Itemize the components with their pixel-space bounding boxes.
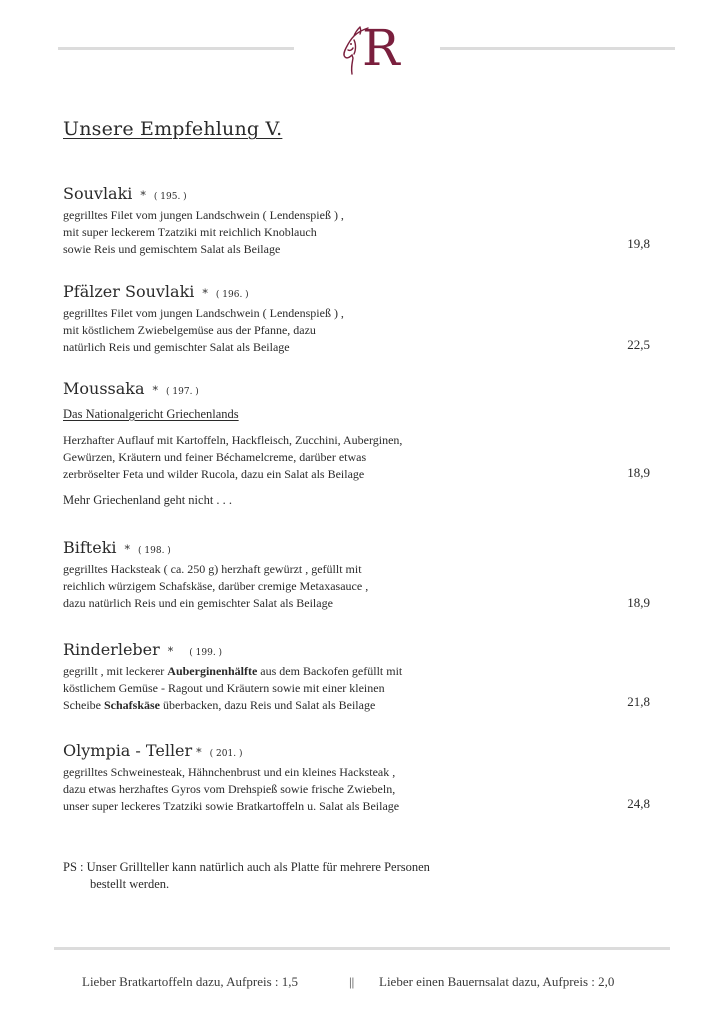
dish-desc-line: gegrilltes Hacksteak ( ca. 250 g) herzhaft gewürzt , gefüllt mit xyxy=(63,562,362,576)
dish-price: 24,8 xyxy=(627,796,650,811)
dish-marker: * xyxy=(140,189,146,202)
dish-desc-line: köstlichem Gemüse - Ragout und Kräutern sowie mit einer kleinen xyxy=(63,681,385,695)
dish-name: Olympia - Teller xyxy=(63,741,193,760)
dish-desc-line: dazu natürlich Reis und ein gemischter Salat als Beilage xyxy=(63,596,333,610)
dish-name: Pfälzer Souvlaki xyxy=(63,282,195,301)
dish-marker: * xyxy=(202,287,208,300)
dish-desc-line: Herzhafter Auflauf mit Kartoffeln, Hackfleisch, Zucchini, Auberginen, xyxy=(63,433,403,447)
dish-number: ( 199. ) xyxy=(189,648,223,658)
dish-price: 18,9 xyxy=(627,595,650,610)
dish-price: 21,8 xyxy=(627,694,650,709)
dish-number: ( 196. ) xyxy=(215,290,249,300)
dish-desc-line: gegrillt , mit leckerer Auberginenhälfte aus dem Backofen gefüllt mit xyxy=(63,664,403,678)
header-rule-left xyxy=(58,47,294,50)
dish-desc-line: dazu etwas herzhaftes Gyros vom Drehspieß sowie frische Zwiebeln, xyxy=(63,782,396,796)
dish-desc-line: zerbröselter Feta und wilder Rucola, dazu ein Salat als Beilage xyxy=(63,467,365,481)
dish-moussaka xyxy=(63,379,663,509)
dish-desc-line: gegrilltes Schweinesteak, Hähnchenbrust und ein kleines Hacksteak , xyxy=(63,765,396,779)
header-rule-right xyxy=(440,47,675,50)
dish-desc-line: reichlich würzigem Schafskäse, darüber cremige Metaxasauce , xyxy=(63,579,369,593)
dish-desc-line: gegrilltes Filet vom jungen Landschwein ( Lendenspieß ) , xyxy=(63,208,344,222)
logo-letter: R xyxy=(362,19,400,77)
dish-pfaelzer-souvlaki xyxy=(63,282,663,356)
ps-line: bestellt werden. xyxy=(90,877,170,891)
dish-marker: * xyxy=(196,746,202,759)
dish-desc-line: unser super leckeres Tzatziki sowie Bratkartoffeln u. Salat als Beilage xyxy=(63,799,400,813)
dish-name: Rinderleber xyxy=(63,640,160,659)
dish-desc-line: gegrilltes Filet vom jungen Landschwein ( Lendenspieß ) , xyxy=(63,306,344,320)
dish-desc-line: mit super leckerem Tzatziki mit reichlich Knoblauch xyxy=(63,225,317,239)
ps-note xyxy=(63,859,430,893)
dish-number: ( 197. ) xyxy=(166,387,199,397)
dish-name: Souvlaki xyxy=(63,184,133,203)
dish-name: Moussaka xyxy=(63,379,145,398)
highlight-ingredient: Schafskäse xyxy=(104,698,161,712)
dish-marker: * xyxy=(167,645,174,658)
dish-note: Mehr Griechenland geht nicht . . . xyxy=(63,493,233,507)
dish-desc-line: Scheibe Schafskäse überbacken, dazu Reis und Salat als Beilage xyxy=(63,698,376,712)
dish-subtitle: Das Nationalgericht Griechenlands xyxy=(63,407,239,421)
dish-number: ( 195. ) xyxy=(153,192,187,202)
dish-number: ( 198. ) xyxy=(138,546,171,556)
dish-desc-line: sowie Reis und gemischtem Salat als Beilage xyxy=(63,242,281,256)
ps-line: PS : Unser Grillteller kann natürlich auch als Platte für mehrere Personen xyxy=(63,860,430,874)
footer-separator: || xyxy=(349,974,355,989)
page-title: Unsere Empfehlung V. xyxy=(63,118,283,140)
dish-name: Bifteki xyxy=(63,538,117,557)
footer-left: Lieber Bratkartoffeln dazu, Aufpreis : 1,5 xyxy=(82,974,298,989)
footer-rule xyxy=(54,947,670,950)
dish-desc-line: mit köstlichem Zwiebelgemüse aus der Pfanne, dazu xyxy=(63,323,316,337)
dish-price: 22,5 xyxy=(627,337,650,352)
dish-price: 19,8 xyxy=(627,236,650,251)
dish-rinderleber xyxy=(63,640,663,714)
dish-souvlaki xyxy=(63,184,663,258)
dish-bifteki xyxy=(63,538,663,612)
dish-marker: * xyxy=(152,384,159,397)
restaurant-logo xyxy=(340,19,412,78)
footer-right: Lieber einen Bauernsalat dazu, Aufpreis : 2,0 xyxy=(379,974,615,989)
dish-olympia-teller xyxy=(63,741,663,815)
highlight-ingredient: Auberginenhälfte xyxy=(167,664,258,678)
dish-price: 18,9 xyxy=(627,465,650,480)
dish-desc-line: Gewürzen, Kräutern und feiner Béchamelcreme, darüber etwas xyxy=(63,450,367,464)
dish-desc-line: natürlich Reis und gemischter Salat als Beilage xyxy=(63,340,290,354)
dish-marker: * xyxy=(124,543,131,556)
dish-number: ( 201. ) xyxy=(209,749,243,759)
